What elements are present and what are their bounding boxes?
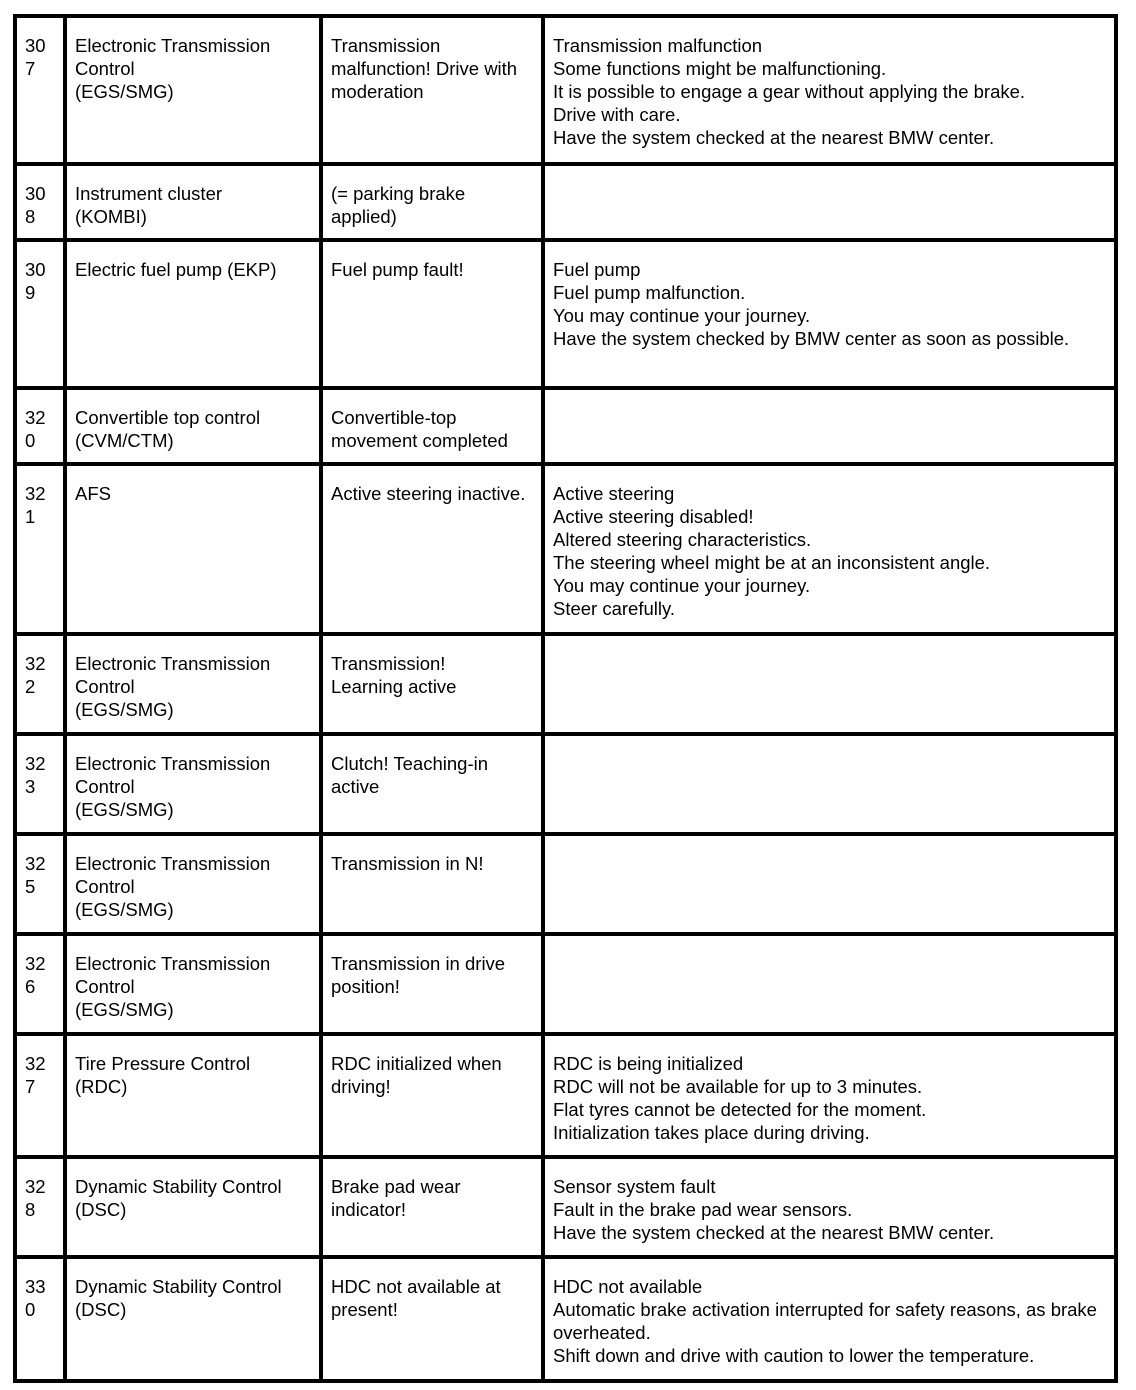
control-unit: Electric fuel pump (EKP) <box>65 240 321 388</box>
message-code: 309 <box>15 240 65 388</box>
message-description: Transmission malfunction Some functions might be malfunctioning. It is possible to engage a gear without applying the brake. Drive with care. Have the system checked at the nearest BMW center. <box>543 16 1116 164</box>
message-description: HDC not available Automatic brake activation interrupted for safety reasons, as brake overheated. Shift down and drive with caution to lower the temperature. <box>543 1257 1116 1381</box>
display-message: (= parking brake applied) <box>321 164 543 240</box>
message-description <box>543 834 1116 934</box>
message-description <box>543 634 1116 734</box>
message-description <box>543 734 1116 834</box>
control-unit: Electronic Transmission Control (EGS/SMG) <box>65 834 321 934</box>
message-code: 323 <box>15 734 65 834</box>
message-description <box>543 934 1116 1034</box>
control-unit: Tire Pressure Control (RDC) <box>65 1034 321 1157</box>
table-row <box>15 734 1116 834</box>
display-message: Convertible-top movement completed <box>321 388 543 464</box>
check-control-message-table <box>13 14 1118 1383</box>
table-row <box>15 634 1116 734</box>
message-code: 321 <box>15 464 65 634</box>
control-unit: Electronic Transmission Control (EGS/SMG) <box>65 734 321 834</box>
message-description: Fuel pump Fuel pump malfunction. You may continue your journey. Have the system checked by BMW center as soon as possible. <box>543 240 1116 388</box>
control-unit: Electronic Transmission Control (EGS/SMG) <box>65 634 321 734</box>
message-description: Sensor system fault Fault in the brake pad wear sensors. Have the system checked at the nearest BMW center. <box>543 1157 1116 1257</box>
message-code: 326 <box>15 934 65 1034</box>
control-unit: Electronic Transmission Control (EGS/SMG) <box>65 16 321 164</box>
display-message: Transmission in drive position! <box>321 934 543 1034</box>
table-row <box>15 1157 1116 1257</box>
control-unit: Convertible top control (CVM/CTM) <box>65 388 321 464</box>
control-unit: AFS <box>65 464 321 634</box>
message-description <box>543 388 1116 464</box>
table-row <box>15 16 1116 164</box>
message-description: RDC is being initialized RDC will not be available for up to 3 minutes. Flat tyres cannot be detected for the moment. Initialization takes place during driving. <box>543 1034 1116 1157</box>
display-message: Transmission malfunction! Drive with moderation <box>321 16 543 164</box>
table-row <box>15 834 1116 934</box>
message-code: 322 <box>15 634 65 734</box>
control-unit: Dynamic Stability Control (DSC) <box>65 1257 321 1381</box>
message-description <box>543 164 1116 240</box>
message-code: 307 <box>15 16 65 164</box>
display-message: RDC initialized when driving! <box>321 1034 543 1157</box>
display-message: Active steering inactive. <box>321 464 543 634</box>
message-code: 325 <box>15 834 65 934</box>
message-code: 330 <box>15 1257 65 1381</box>
display-message: Clutch! Teaching-in active <box>321 734 543 834</box>
table-row <box>15 1257 1116 1381</box>
control-unit: Dynamic Stability Control (DSC) <box>65 1157 321 1257</box>
table-row <box>15 1034 1116 1157</box>
message-code: 328 <box>15 1157 65 1257</box>
control-unit: Instrument cluster (KOMBI) <box>65 164 321 240</box>
table-row <box>15 934 1116 1034</box>
display-message: Fuel pump fault! <box>321 240 543 388</box>
table-row <box>15 164 1116 240</box>
message-code: 327 <box>15 1034 65 1157</box>
display-message: Brake pad wear indicator! <box>321 1157 543 1257</box>
control-unit: Electronic Transmission Control (EGS/SMG) <box>65 934 321 1034</box>
message-code: 320 <box>15 388 65 464</box>
table-row <box>15 464 1116 634</box>
display-message: HDC not available at present! <box>321 1257 543 1381</box>
display-message: Transmission in N! <box>321 834 543 934</box>
display-message: Transmission! Learning active <box>321 634 543 734</box>
message-description: Active steering Active steering disabled! Altered steering characteristics. The steering wheel might be at an inconsistent angle. You may continue your journey. Steer carefully. <box>543 464 1116 634</box>
table-row <box>15 240 1116 388</box>
message-code: 308 <box>15 164 65 240</box>
table-row <box>15 388 1116 464</box>
